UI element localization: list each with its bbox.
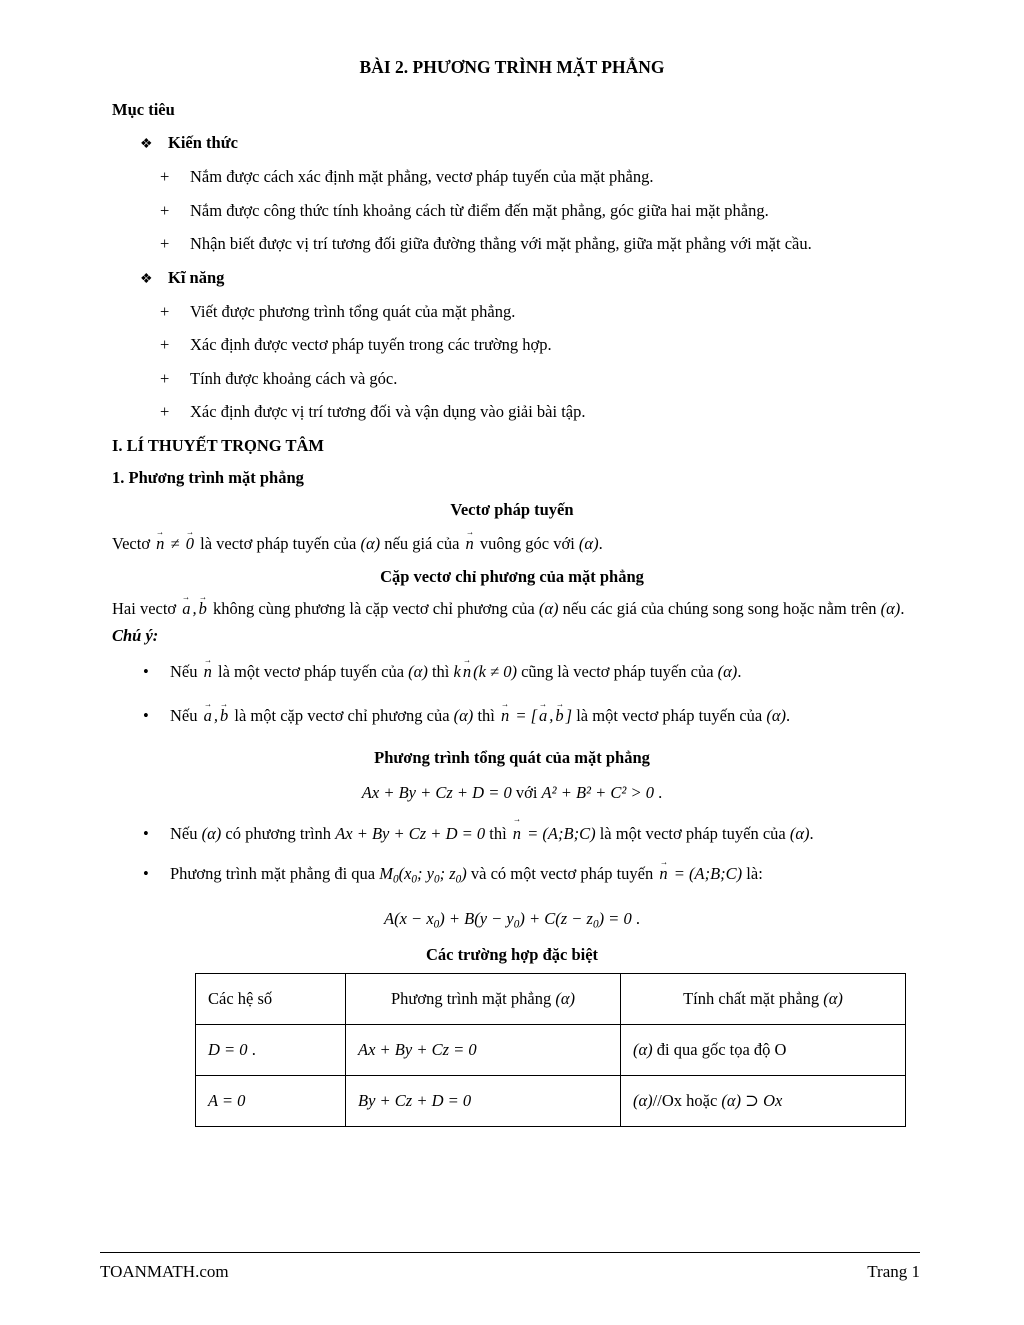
table-cell: (α)//Ox hoặc (α) ⊃ Ox bbox=[621, 1075, 906, 1126]
bullet-marker: • bbox=[143, 864, 149, 884]
objective-item bbox=[112, 200, 912, 221]
subsection-heading: 1. Phương trình mặt phẳng bbox=[112, 468, 304, 488]
objective-item bbox=[112, 166, 912, 187]
objective-item-text: Nắm được cách xác định mặt phẳng, vectơ pháp tuyến của mặt phẳng. bbox=[190, 167, 654, 187]
table-cell: A = 0 bbox=[196, 1075, 346, 1126]
page-title: BÀI 2. PHƯƠNG TRÌNH MẶT PHẲNG bbox=[359, 57, 665, 77]
objectives-heading: Mục tiêu bbox=[112, 99, 175, 119]
bullet-marker: • bbox=[143, 824, 149, 844]
objective-item bbox=[112, 301, 912, 322]
normal-vector-paragraph: Vectơ → n ≠ → 0 là vectơ pháp tuyến của (α) nếu giá của → n vuông góc với (α). bbox=[112, 533, 912, 554]
objective-item bbox=[112, 233, 912, 254]
note-heading: Chú ý: bbox=[112, 626, 159, 646]
table-header-cell: Các hệ số bbox=[196, 973, 346, 1024]
knowledge-group-label: Kiến thức bbox=[168, 133, 238, 153]
objective-item-text: Xác định được vị trí tương đối và vận dụng vào giải bài tập. bbox=[190, 402, 586, 422]
diamond-icon: ❖ bbox=[140, 137, 153, 153]
table-header-row bbox=[196, 973, 906, 1024]
plus-marker: + bbox=[160, 335, 170, 355]
footer-site: TOANMATH.com bbox=[100, 1262, 229, 1281]
footer-page-number: Trang 1 bbox=[867, 1262, 920, 1281]
plus-marker: + bbox=[160, 402, 170, 422]
objective-item-text: Nhận biết được vị trí tương đối giữa đường thẳng với mặt phẳng, giữa mặt phẳng với mặt cầu. bbox=[190, 234, 812, 254]
table-cell: (α) đi qua gốc tọa độ O bbox=[621, 1024, 906, 1075]
plus-marker: + bbox=[160, 368, 170, 388]
point-normal-formula: $A(x - x_0) + B(y - y_0) + C(z - z_0) = 0$ . bbox=[384, 908, 640, 930]
table-header-cell: Tính chất mặt phẳng (α) bbox=[621, 973, 906, 1024]
theory-bullet-text: Nếu (α) có phương trình Ax + By + Cz + D = 0 thì → n = (A;B;C) là một vectơ pháp tuyến của (α). bbox=[170, 815, 912, 853]
objective-item-text: Tính được khoảng cách và góc. bbox=[190, 368, 398, 388]
skills-group-heading bbox=[112, 267, 912, 289]
note-bullet bbox=[112, 703, 912, 729]
table-header-cell: Phương trình mặt phẳng (α) bbox=[346, 973, 621, 1024]
note-bullet bbox=[112, 659, 912, 685]
skills-group-label: Kĩ năng bbox=[168, 267, 225, 287]
objective-item-text: Xác định được vectơ pháp tuyến trong các trường hợp. bbox=[190, 335, 552, 355]
plus-marker: + bbox=[160, 167, 170, 187]
bullet-marker: • bbox=[143, 706, 149, 726]
theory-bullet bbox=[112, 861, 912, 889]
theory-bullet-text: Phương trình mặt phẳng đi qua $M_0(x_0$; $y_0$; $z_0$) và có một vectơ pháp tuyến → n = (A;B;C) là: bbox=[170, 861, 912, 889]
objective-item bbox=[112, 401, 912, 422]
page-footer bbox=[100, 1252, 920, 1282]
table-cell: By + Cz + D = 0 bbox=[346, 1075, 621, 1126]
plus-marker: + bbox=[160, 301, 170, 321]
normal-vector-heading: Vectơ pháp tuyến bbox=[450, 499, 574, 519]
table-row bbox=[196, 1075, 906, 1126]
theory-bullet bbox=[112, 815, 912, 853]
objective-item-text: Nắm được công thức tính khoảng cách từ điểm đến mặt phẳng, góc giữa hai mặt phẳng. bbox=[190, 200, 769, 220]
general-equation-formula: Ax + By + Cz + D = 0 với A² + B² + C² > 0 . bbox=[361, 782, 663, 802]
objective-item bbox=[112, 334, 912, 355]
special-cases-heading: Các trường hợp đặc biệt bbox=[425, 944, 599, 964]
diamond-icon: ❖ bbox=[140, 271, 153, 287]
plus-marker: + bbox=[160, 234, 170, 254]
objective-item bbox=[112, 368, 912, 389]
knowledge-group-heading bbox=[112, 132, 912, 154]
bullet-marker: • bbox=[143, 661, 149, 681]
plus-marker: + bbox=[160, 200, 170, 220]
special-cases-table bbox=[195, 973, 906, 1127]
note-bullet-text: Nếu → n là một vectơ pháp tuyến của (α) thì k → n (k ≠ 0) cũng là vectơ pháp tuyến của (α). bbox=[170, 659, 912, 685]
note-bullet-text: Nếu → a , → b là một cặp vectơ chỉ phương của (α) thì → n = [ → a , → b ] là một vectơ pháp tuyến của (α). bbox=[170, 703, 912, 729]
table-cell: Ax + By + Cz = 0 bbox=[346, 1024, 621, 1075]
table-cell: D = 0 . bbox=[196, 1024, 346, 1075]
direction-pair-paragraph: Hai vectơ → a , → b không cùng phương là cặp vectơ chỉ phương của (α) nếu các giá của chúng song song hoặc nằm trên (α). bbox=[112, 598, 912, 619]
direction-pair-heading: Cặp vectơ chỉ phương của mặt phẳng bbox=[380, 567, 644, 587]
general-equation-heading: Phương trình tổng quát của mặt phẳng bbox=[374, 748, 650, 768]
section-heading: I. LÍ THUYẾT TRỌNG TÂM bbox=[112, 435, 324, 455]
table-row bbox=[196, 1024, 906, 1075]
objective-item-text: Viết được phương trình tổng quát của mặt phẳng. bbox=[190, 301, 516, 321]
